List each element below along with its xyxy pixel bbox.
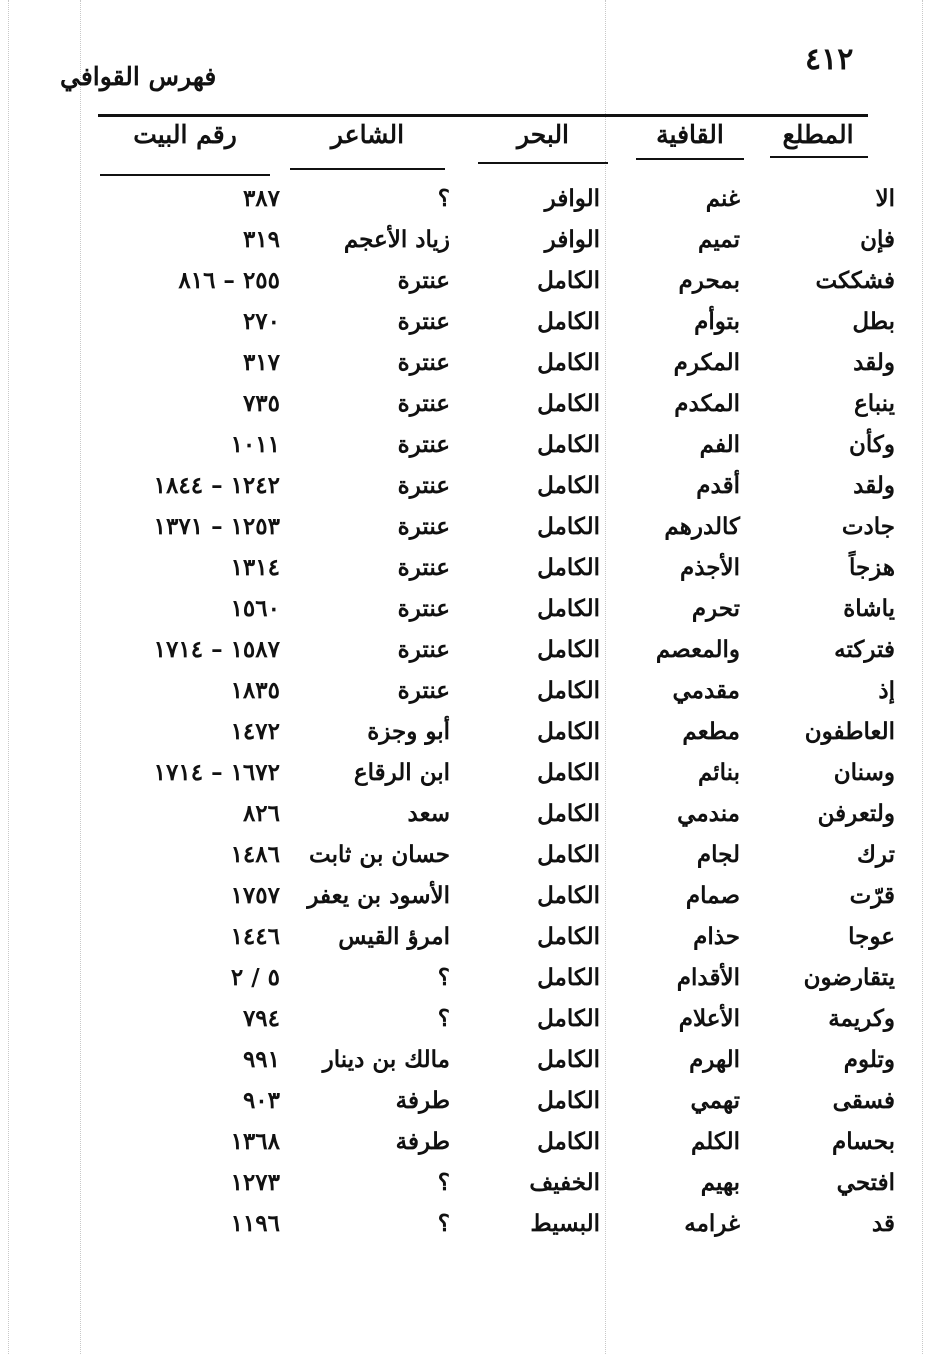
cell-bahr: الكامل bbox=[537, 800, 600, 827]
table-row bbox=[0, 1121, 931, 1163]
table-row bbox=[0, 547, 931, 589]
column-header-rule bbox=[636, 158, 744, 160]
table-row bbox=[0, 1162, 931, 1204]
cell-qafiya: المكرم bbox=[673, 349, 740, 376]
table-row bbox=[0, 875, 931, 917]
cell-shaer: ؟ bbox=[437, 1210, 450, 1237]
cell-matla: الا bbox=[875, 185, 895, 212]
cell-matla: العاطفون bbox=[804, 718, 895, 745]
cell-shaer: عنترة bbox=[397, 636, 450, 663]
cell-raqm: ٣٨٧ bbox=[242, 185, 280, 212]
cell-qafiya: بهيم bbox=[700, 1169, 740, 1196]
cell-qafiya: الفم bbox=[699, 431, 740, 458]
table-row bbox=[0, 383, 931, 425]
cell-qafiya: كالدرهم bbox=[664, 513, 740, 540]
cell-bahr: الكامل bbox=[537, 636, 600, 663]
cell-matla: فشككت bbox=[815, 267, 895, 294]
cell-raqm: ٧٩٤ bbox=[242, 1005, 280, 1032]
cell-shaer: ؟ bbox=[437, 1169, 450, 1196]
cell-raqm: ٩٩١ bbox=[242, 1046, 280, 1073]
cell-qafiya: أقدم bbox=[696, 472, 740, 499]
cell-qafiya: الأعلام bbox=[678, 1005, 740, 1032]
cell-shaer: مالك بن دينار bbox=[322, 1046, 450, 1073]
cell-raqm: ٥ / ٢ bbox=[230, 964, 280, 991]
cell-raqm: ١٤٧٢ bbox=[230, 718, 280, 745]
cell-qafiya: حذام bbox=[693, 923, 740, 950]
table-row bbox=[0, 301, 931, 343]
cell-matla: بطل bbox=[852, 308, 895, 335]
cell-qafiya: مقدمي bbox=[672, 677, 740, 704]
cell-bahr: الكامل bbox=[537, 267, 600, 294]
table-row bbox=[0, 424, 931, 466]
cell-bahr: الكامل bbox=[537, 677, 600, 704]
cell-matla: قد bbox=[871, 1210, 895, 1237]
cell-shaer: عنترة bbox=[397, 431, 450, 458]
cell-qafiya: بنائم bbox=[697, 759, 740, 786]
cell-bahr: الكامل bbox=[537, 882, 600, 909]
cell-raqm: ١٧٥٧ bbox=[230, 882, 280, 909]
cell-matla: بحسام bbox=[831, 1128, 895, 1155]
cell-matla: ولقد bbox=[853, 472, 895, 499]
page-number: ٤١٢ bbox=[805, 42, 854, 77]
table-row bbox=[0, 1080, 931, 1122]
table-row bbox=[0, 916, 931, 958]
cell-matla: جادت bbox=[841, 513, 895, 540]
cell-raqm: ٨٢٦ bbox=[242, 800, 280, 827]
cell-bahr: الكامل bbox=[537, 349, 600, 376]
cell-bahr: الكامل bbox=[537, 513, 600, 540]
cell-qafiya: الهرم bbox=[689, 1046, 740, 1073]
cell-raqm: ٩٠٣ bbox=[242, 1087, 280, 1114]
cell-raqm: ٣١٩ bbox=[242, 226, 280, 253]
cell-shaer: عنترة bbox=[397, 472, 450, 499]
cell-bahr: الخفيف bbox=[529, 1169, 600, 1196]
cell-raqm: ١٦٧٢ – ١٧١٤ bbox=[153, 759, 280, 786]
cell-matla: وكريمة bbox=[828, 1005, 895, 1032]
cell-shaer: امرؤ القيس bbox=[338, 923, 450, 950]
cell-bahr: الكامل bbox=[537, 964, 600, 991]
column-header-bahr: البحر bbox=[516, 120, 570, 149]
cell-matla: افتحي bbox=[836, 1169, 895, 1196]
cell-bahr: الكامل bbox=[537, 308, 600, 335]
cell-qafiya: غرامه bbox=[684, 1210, 740, 1237]
cell-shaer: عنترة bbox=[397, 390, 450, 417]
cell-matla: وتلوم bbox=[843, 1046, 895, 1073]
cell-qafiya: لجام bbox=[696, 841, 740, 868]
cell-matla: ياشاة bbox=[843, 595, 895, 622]
table-row bbox=[0, 998, 931, 1040]
cell-qafiya: والمعصم bbox=[655, 636, 740, 663]
cell-qafiya: الكلم bbox=[690, 1128, 740, 1155]
cell-matla: ترك bbox=[856, 841, 895, 868]
table-row bbox=[0, 834, 931, 876]
cell-shaer: الأسود بن يعفر bbox=[307, 882, 450, 909]
cell-bahr: الكامل bbox=[537, 390, 600, 417]
column-header-matla: المطلع bbox=[782, 120, 854, 149]
cell-bahr: البسيط bbox=[530, 1210, 600, 1237]
cell-matla: هزجاً bbox=[848, 554, 895, 581]
cell-raqm: ١٨٣٥ bbox=[230, 677, 280, 704]
table-row bbox=[0, 465, 931, 507]
cell-raqm: ١٥٦٠ bbox=[230, 595, 280, 622]
cell-raqm: ١٢٤٢ – ١٨٤٤ bbox=[153, 472, 280, 499]
cell-shaer: عنترة bbox=[397, 513, 450, 540]
cell-bahr: الكامل bbox=[537, 759, 600, 786]
cell-shaer: عنترة bbox=[397, 595, 450, 622]
table-row bbox=[0, 670, 931, 712]
cell-shaer: عنترة bbox=[397, 349, 450, 376]
column-header-rule bbox=[770, 156, 868, 158]
table-row bbox=[0, 629, 931, 671]
cell-matla: فسقى bbox=[832, 1087, 895, 1114]
table-row bbox=[0, 219, 931, 261]
table-row bbox=[0, 793, 931, 835]
cell-qafiya: المكدم bbox=[674, 390, 740, 417]
cell-matla: وكأن bbox=[849, 431, 895, 458]
column-header-qafiya: القافية bbox=[656, 120, 724, 149]
cell-raqm: ١٤٨٦ bbox=[230, 841, 280, 868]
column-header-raqm: رقم البيت bbox=[133, 120, 237, 149]
cell-bahr: الكامل bbox=[537, 1046, 600, 1073]
cell-matla: يتقارضون bbox=[803, 964, 895, 991]
cell-matla: ينباع bbox=[853, 390, 895, 417]
cell-raqm: ٧٣٥ bbox=[242, 390, 280, 417]
cell-shaer: ؟ bbox=[437, 1005, 450, 1032]
cell-qafiya: غنم bbox=[705, 185, 740, 212]
cell-bahr: الكامل bbox=[537, 923, 600, 950]
running-title: فهرس القوافي bbox=[60, 62, 217, 91]
cell-bahr: الكامل bbox=[537, 1087, 600, 1114]
cell-shaer: طرفة bbox=[395, 1128, 450, 1155]
table-row bbox=[0, 1039, 931, 1081]
cell-bahr: الكامل bbox=[537, 431, 600, 458]
cell-raqm: ١٥٨٧ – ١٧١٤ bbox=[153, 636, 280, 663]
cell-bahr: الكامل bbox=[537, 595, 600, 622]
cell-bahr: الكامل bbox=[537, 554, 600, 581]
cell-bahr: الكامل bbox=[537, 841, 600, 868]
cell-bahr: الوافر bbox=[544, 226, 600, 253]
cell-shaer: أبو وجزة bbox=[367, 718, 450, 745]
cell-raqm: ١٢٥٣ – ١٣٧١ bbox=[153, 513, 280, 540]
cell-shaer: عنترة bbox=[397, 677, 450, 704]
cell-qafiya: بمحرم bbox=[678, 267, 740, 294]
cell-qafiya: مندمي bbox=[677, 800, 740, 827]
column-header-rule bbox=[100, 174, 270, 176]
cell-shaer: زياد الأعجم bbox=[343, 226, 450, 253]
cell-bahr: الوافر bbox=[544, 185, 600, 212]
cell-raqm: ١٤٤٦ bbox=[230, 923, 280, 950]
table-row bbox=[0, 711, 931, 753]
table-row bbox=[0, 1203, 931, 1245]
cell-raqm: ١٣١٤ bbox=[230, 554, 280, 581]
cell-qafiya: مطعم bbox=[682, 718, 740, 745]
table-row bbox=[0, 506, 931, 548]
table-row bbox=[0, 260, 931, 302]
cell-matla: قرّت bbox=[849, 882, 895, 909]
cell-raqm: ١٠١١ bbox=[230, 431, 280, 458]
cell-qafiya: تميم bbox=[698, 226, 740, 253]
cell-qafiya: تحرم bbox=[691, 595, 740, 622]
table-row bbox=[0, 342, 931, 384]
cell-matla: ولتعرفن bbox=[817, 800, 895, 827]
cell-bahr: الكامل bbox=[537, 718, 600, 745]
cell-shaer: عنترة bbox=[397, 267, 450, 294]
cell-bahr: الكامل bbox=[537, 1128, 600, 1155]
cell-raqm: ١٢٧٣ bbox=[230, 1169, 280, 1196]
table-row bbox=[0, 588, 931, 630]
cell-matla: ولقد bbox=[853, 349, 895, 376]
cell-qafiya: صمام bbox=[685, 882, 740, 909]
cell-qafiya: تهمي bbox=[690, 1087, 740, 1114]
cell-qafiya: الأجذم bbox=[679, 554, 740, 581]
cell-matla: إذ bbox=[878, 677, 895, 704]
cell-bahr: الكامل bbox=[537, 1005, 600, 1032]
cell-matla: فإن bbox=[860, 226, 895, 253]
cell-matla: فتركته bbox=[834, 636, 895, 663]
cell-qafiya: الأقدام bbox=[676, 964, 740, 991]
column-header-shaer: الشاعر bbox=[330, 120, 405, 149]
column-header-rule bbox=[478, 162, 608, 164]
table-row bbox=[0, 957, 931, 999]
cell-shaer: ؟ bbox=[437, 185, 450, 212]
cell-matla: عوجا bbox=[848, 923, 895, 950]
cell-shaer: ؟ bbox=[437, 964, 450, 991]
column-header-rule bbox=[290, 168, 445, 170]
cell-matla: وسنان bbox=[833, 759, 895, 786]
cell-shaer: ابن الرقاع bbox=[353, 759, 450, 786]
table-row bbox=[0, 752, 931, 794]
cell-shaer: سعد bbox=[407, 800, 450, 827]
cell-raqm: ٣١٧ bbox=[242, 349, 280, 376]
cell-shaer: عنترة bbox=[397, 554, 450, 581]
table-row bbox=[0, 178, 931, 220]
cell-shaer: حسان بن ثابت bbox=[309, 841, 450, 868]
cell-raqm: ١٣٦٨ bbox=[230, 1128, 280, 1155]
cell-bahr: الكامل bbox=[537, 472, 600, 499]
cell-raqm: ٢٥٥ – ٨١٦ bbox=[178, 267, 280, 294]
cell-raqm: ٢٧٠ bbox=[242, 308, 280, 335]
cell-qafiya: بتوأم bbox=[694, 308, 740, 335]
cell-raqm: ١١٩٦ bbox=[230, 1210, 280, 1237]
cell-shaer: عنترة bbox=[397, 308, 450, 335]
cell-shaer: طرفة bbox=[395, 1087, 450, 1114]
